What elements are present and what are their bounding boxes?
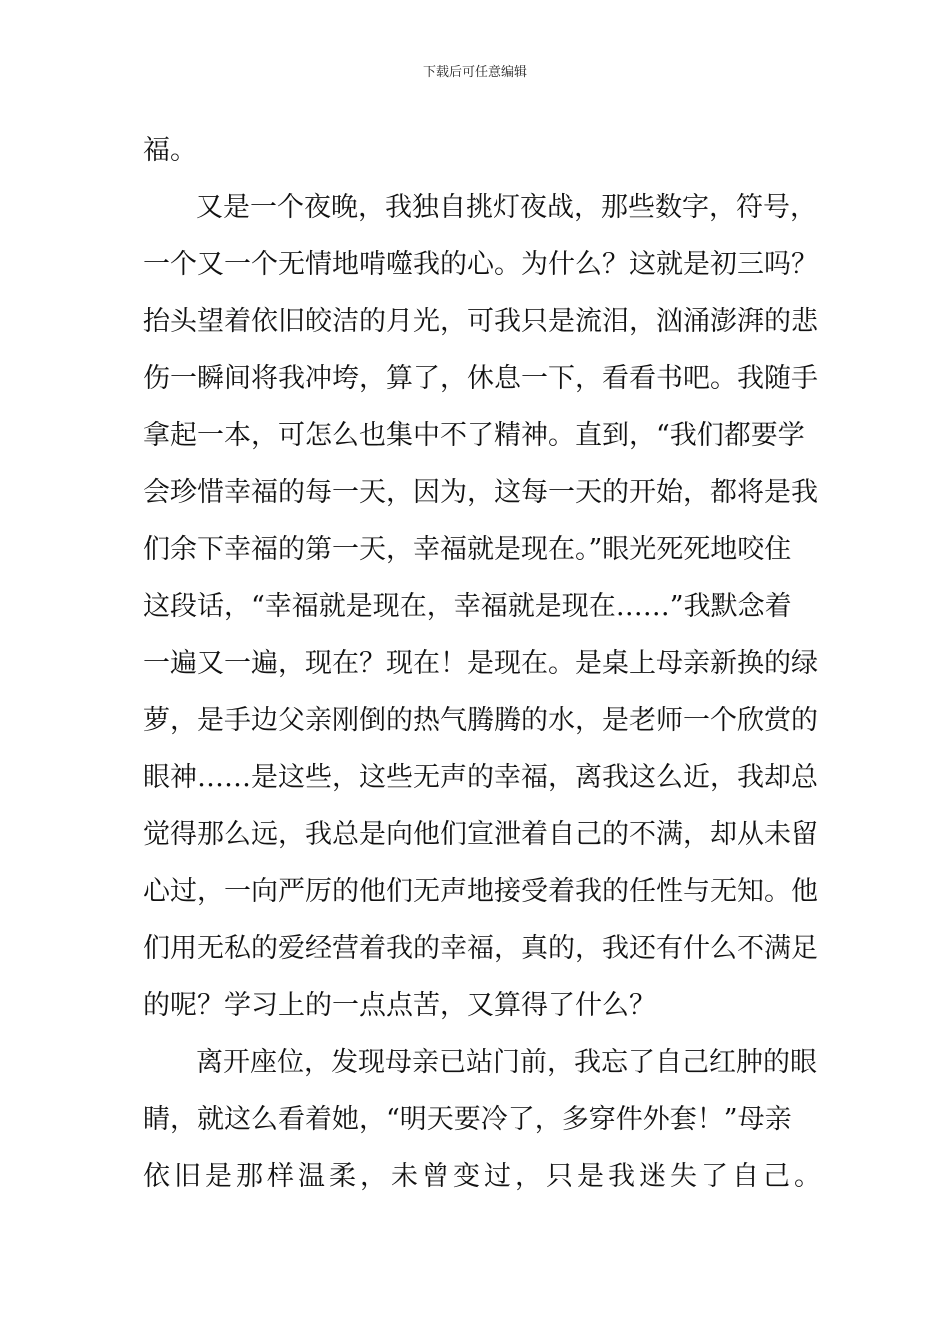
text-line: 一个又一个无情地啃噬我的心。为什么？这就是初三吗？	[143, 249, 818, 280]
text-line: 心过，一向严厉的他们无声地接受着我的任性与无知。他	[143, 876, 818, 907]
text-line: 抬头望着依旧皎洁的月光，可我只是流泪，汹涌澎湃的悲	[143, 306, 818, 337]
text-line: 依旧是那样温柔，未曾变过，只是我迷失了自己。	[143, 1161, 825, 1192]
text-line: 们用无私的爱经营着我的幸福，真的，我还有什么不满足	[143, 933, 818, 964]
text-line: 眼神……是这些，这些无声的幸福，离我这么近，我却总	[143, 762, 818, 793]
text-line: 福。	[143, 135, 197, 166]
text-line: 会珍惜幸福的每一天，因为，这每一天的开始，都将是我	[143, 477, 818, 508]
text-line: 的呢？学习上的一点点苦，又算得了什么？	[143, 990, 656, 1021]
text-line: 睛，就这么看着她，“明天要冷了，多穿件外套！”母亲	[143, 1104, 792, 1135]
text-line: 这段话，“幸福就是现在，幸福就是现在……”我默念着	[143, 591, 792, 622]
text-line: 拿起一本，可怎么也集中不了精神。直到，“我们都要学	[143, 420, 805, 451]
page-header: 下载后可任意编辑	[422, 65, 527, 80]
text-line: 们余下幸福的第一天，幸福就是现在。”眼光死死地咬住	[143, 534, 792, 565]
text-line: 伤一瞬间将我冲垮，算了，休息一下，看看书吧。我随手	[143, 363, 818, 394]
text-line: 一遍又一遍，现在？现在！是现在。是桌上母亲新换的绿	[143, 648, 818, 679]
text-line: 觉得那么远，我总是向他们宣泄着自己的不满，却从未留	[143, 819, 818, 850]
text-line: 萝，是手边父亲刚倒的热气腾腾的水，是老师一个欣赏的	[143, 705, 818, 736]
paragraph-start-line: 离开座位，发现母亲已站门前，我忘了自己红肿的眼	[196, 1047, 817, 1078]
paragraph-start-line: 又是一个夜晚，我独自挑灯夜战，那些数字，符号，	[196, 192, 817, 223]
